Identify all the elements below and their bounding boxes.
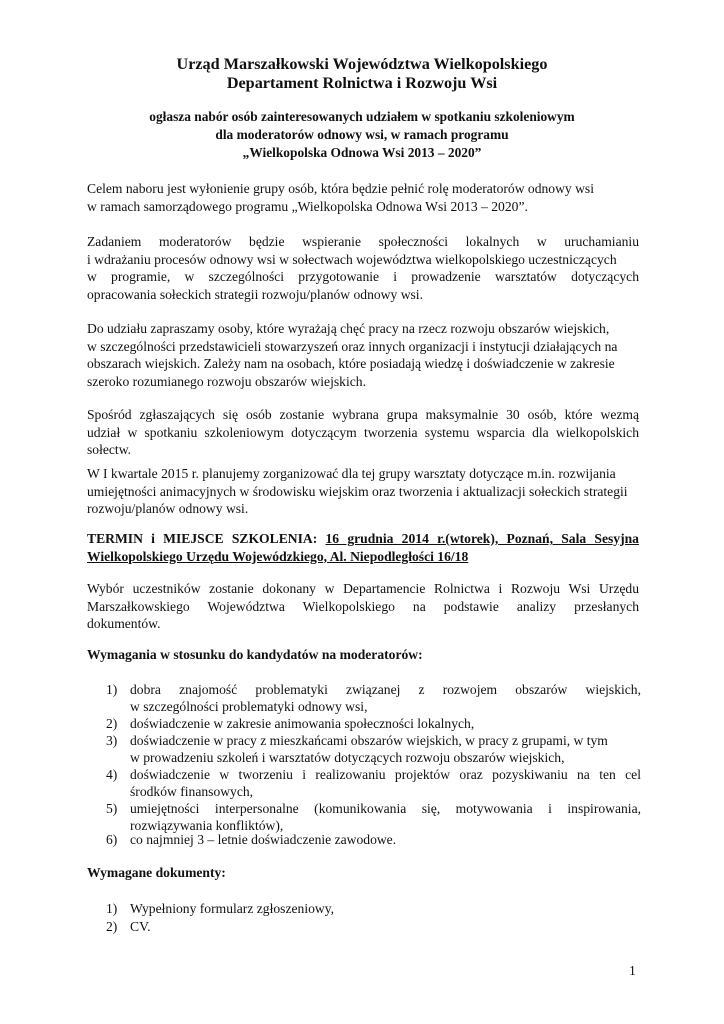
list-number: 6) bbox=[106, 832, 118, 847]
paragraph-line: sołectw. bbox=[87, 442, 132, 457]
paragraph-line: opracowania sołeckich strategii rozwoju/planów odnowy wsi. bbox=[87, 286, 423, 302]
paragraph-selection bbox=[87, 580, 639, 633]
header-title-line1: Urząd Marszałkowski Województwa Wielkopolskiego bbox=[176, 55, 548, 73]
header-subtitle-line3: „Wielkopolska Odnowa Wsi 2013 – 2020” bbox=[242, 145, 482, 160]
page-number: 1 bbox=[629, 963, 636, 978]
paragraph-tasks bbox=[87, 233, 639, 303]
paragraph-line: i wdrażaniu procesów odnowy wsi w sołectwach województwa wielkopolskiego uczestniczących bbox=[87, 251, 617, 267]
paragraph-purpose bbox=[87, 180, 639, 215]
list-line: umiejętności interpersonalne (komunikowania się, motywowania i inspirowania, bbox=[130, 801, 641, 816]
documents-heading: Wymagane dokumenty: bbox=[87, 865, 226, 880]
header-subtitle-line2: dla moderatorów odnowy wsi, w ramach programu bbox=[215, 127, 509, 142]
list-line: doświadczenie w zakresie animowania społeczności lokalnych, bbox=[130, 716, 475, 731]
list-line: co najmniej 3 – letnie doświadczenie zawodowe. bbox=[130, 832, 397, 847]
paragraph-workshops bbox=[87, 465, 639, 518]
list-number: 5) bbox=[106, 801, 118, 816]
list-line: dobra znajomość problematyki związanej z rozwojem obszarów wiejskich, bbox=[130, 682, 641, 697]
paragraph-line: Zadaniem moderatorów będzie wspieranie społeczności lokalnych w uruchamianiu bbox=[87, 234, 639, 249]
paragraph-line: W I kwartale 2015 r. planujemy zorganizować dla tej grupy warsztaty dotyczące m.in. rozwijania bbox=[87, 466, 616, 481]
paragraph-line: obszarach wiejskich. Zależy nam na osobach, które posiadają wiedzę i doświadczenie w zakresie bbox=[87, 356, 615, 371]
list-number: 3) bbox=[106, 733, 118, 748]
list-number: 4) bbox=[106, 767, 118, 782]
paragraph-line: udział w spotkaniu szkoleniowym dotyczącym tworzenia systemu wsparcia dla wielkopolskich bbox=[87, 424, 639, 440]
training-date-place bbox=[87, 530, 639, 565]
paragraph-line: w programie, w szczególności przygotowanie i prowadzenie warsztatów dotyczących bbox=[87, 269, 639, 284]
list-line: w prowadzeniu szkoleń i warsztatów dotyczących rozwoju obszarów wiejskich, bbox=[130, 750, 565, 765]
paragraph-line: Marszałkowskiego Województwa Wielkopolskiego na podstawie analizy przesłanych bbox=[87, 598, 639, 614]
paragraph-line: Spośród zgłaszających się osób zostanie wybrana grupa maksymalnie 30 osób, które wezmą bbox=[87, 407, 639, 422]
list-line: doświadczenie w pracy z mieszkańcami obszarów wiejskich, w pracy z grupami, w tym bbox=[130, 733, 608, 748]
paragraph-line: dokumentów. bbox=[87, 616, 161, 631]
list-number: 2) bbox=[106, 919, 118, 934]
paragraph-line: Do udziału zapraszamy osoby, które wyrażają chęć pracy na rzecz rozwoju obszarów wiejskich, bbox=[87, 321, 610, 336]
list-line: w szczególności problematyki odnowy wsi, bbox=[130, 699, 368, 714]
header-title-line2: Departament Rolnictwa i Rozwoju Wsi bbox=[226, 74, 498, 92]
paragraph-group-selection bbox=[87, 406, 639, 459]
paragraph-line: Wybór uczestników zostanie dokonany w Departamencie Rolnictwa i Rozwoju Wsi Urzędu bbox=[87, 581, 639, 596]
paragraph-line: w szczególności przedstawicieli stowarzyszeń oraz innych organizacji i instytucji działających na bbox=[87, 338, 618, 354]
paragraph-line: Celem naboru jest wyłonienie grupy osób, która będzie pełnić rolę moderatorów odnowy wsi bbox=[87, 181, 594, 196]
list-line: CV. bbox=[130, 919, 151, 934]
list-line: doświadczenie w tworzeniu i realizowaniu projektów oraz pozyskiwaniu na ten cel bbox=[130, 767, 641, 782]
training-label: TERMIN i MIEJSCE SZKOLENIA: bbox=[87, 531, 318, 546]
list-line: środków finansowych, bbox=[130, 784, 254, 799]
training-value-line2: Wielkopolskiego Urzędu Wojewódzkiego, Al. Niepodległości 16/18 bbox=[87, 548, 469, 564]
requirements-heading: Wymagania w stosunku do kandydatów na moderatorów: bbox=[87, 647, 423, 662]
paragraph-invitation bbox=[87, 320, 639, 390]
list-number: 2) bbox=[106, 716, 118, 731]
header-subtitle-line1: ogłasza nabór osób zainteresowanych udziałem w spotkaniu szkoleniowym bbox=[149, 109, 575, 124]
paragraph-line: umiejętności animacyjnych w środowisku wiejskim oraz tworzenia i aktualizacji sołeckich strategii bbox=[87, 483, 628, 499]
list-line: rozwiązywania konfliktów), bbox=[130, 818, 284, 833]
training-date-line1 bbox=[87, 530, 639, 548]
list-number: 1) bbox=[106, 682, 118, 697]
paragraph-line: szeroko rozumianego rozwoju obszarów wiejskich. bbox=[87, 373, 366, 389]
training-value-line1: 16 grudnia 2014 r.(wtorek), Poznań, Sala Sesyjna bbox=[325, 531, 639, 546]
list-number: 1) bbox=[106, 901, 118, 916]
list-line: Wypełniony formularz zgłoszeniowy, bbox=[130, 901, 335, 916]
paragraph-line: rozwoju/planów odnowy wsi. bbox=[87, 501, 249, 516]
paragraph-line: w ramach samorządowego programu „Wielkopolska Odnowa Wsi 2013 – 2020”. bbox=[87, 198, 528, 214]
